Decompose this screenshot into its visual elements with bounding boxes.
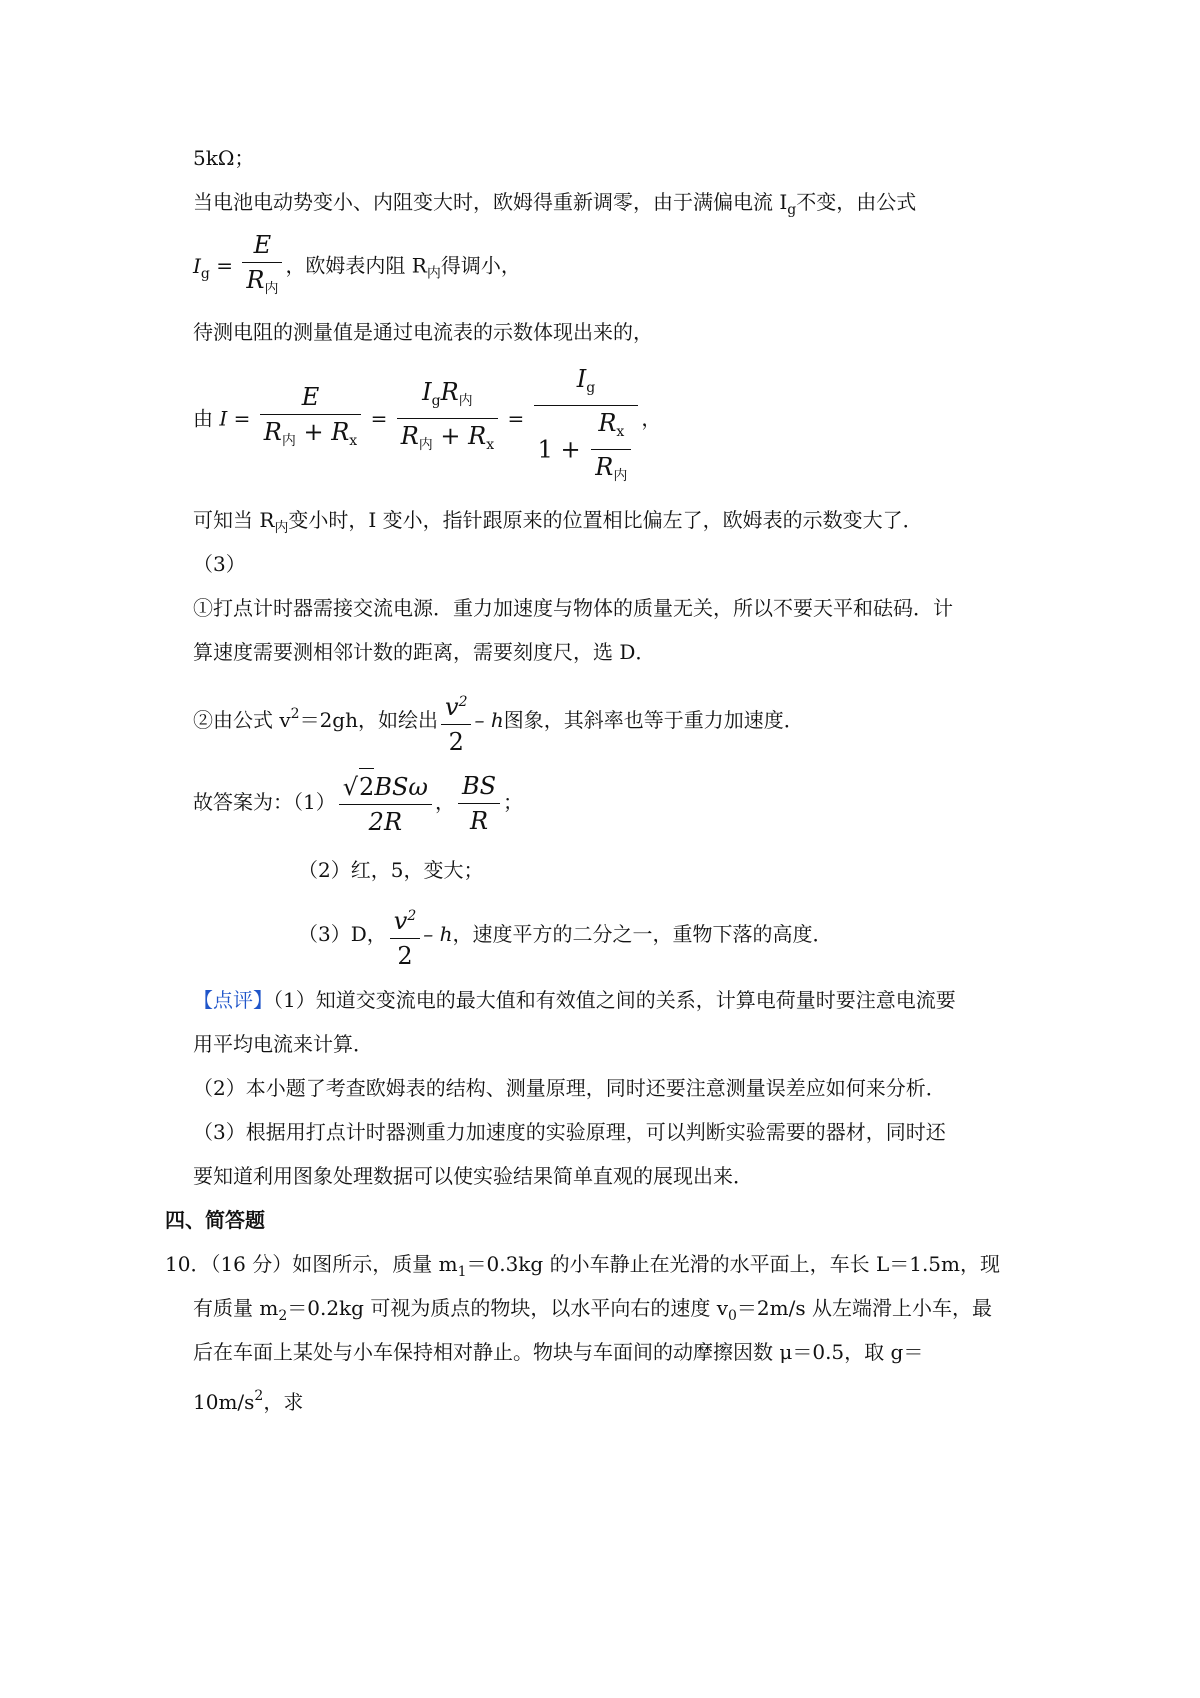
formula-line: $I_g$ = $\frac{E}{R_内}$ ，欧姆表内阻 $R_内$得调小， [193, 228, 521, 309]
text-line: （3）根据用打点计时器测重力加速度的实验原理，可以判断实验需要的器材，同时还 [193, 1120, 946, 1144]
question-line: $10m/s^2$，求 [193, 1388, 304, 1414]
fraction: $\frac{E}{R_内 + R_x}$ [260, 380, 361, 458]
fraction: $\frac{I_gR_内}{R_内 + R_x}$ [397, 375, 498, 462]
fraction: $\frac{v^2}{2}$ [390, 899, 420, 973]
question-line: 有质量 $m_2=0.2kg$ 可视为质点的物块，以水平向右的速度 $v_0=2m/s$ 从左端滑上小车，最 [193, 1296, 992, 1324]
section-heading: 四、简答题 [165, 1208, 265, 1232]
comment-tag: 【点评】 [193, 988, 273, 1012]
text-line: 用平均电流来计算． [193, 1032, 373, 1056]
text-line: 可知当 $R_内$变小时，I 变小，指针跟原来的位置相比偏左了，欧姆表的示数变大了． [193, 508, 923, 536]
fraction: $\frac{v^2}{2}$ [441, 685, 471, 759]
formula-ig: $I_g$ [193, 253, 210, 282]
text-line: （2）红，5，变大； [298, 858, 484, 882]
text-line: 算速度需要测相邻计数的距离，需要刻度尺，选 D． [193, 640, 656, 664]
formula-line: 由 I = $\frac{E}{R_内 + R_x}$ = $\frac{I_gR_内}{R_内 + R_x}$ = $I_g$ 1 + $\frac{R_x}{R_内}$ ， [193, 362, 661, 492]
text-line: 5kΩ； [193, 146, 255, 170]
text-line: 待测电阻的测量值是通过电流表的示数体现出来的， [193, 320, 653, 344]
fraction: $\frac{\text{√2BSω}}{2R}$ [339, 768, 432, 839]
formula-line: 故答案为：（1） $\frac{\text{√2BSω}}{2R}$ ， $\frac{BS}{R}$ ； [193, 764, 523, 840]
text-line: ①打点计时器需接交流电源．重力加速度与物体的质量无关，所以不要天平和砝码．计 [193, 596, 953, 620]
fraction: $\frac{BS}{R}$ [458, 769, 500, 838]
text-line: （2）本小题了考查欧姆表的结构、测量原理，同时还要注意测量误差应如何来分析． [193, 1076, 946, 1100]
question-line: 后在车面上某处与小车保持相对静止。物块与车面间的动摩擦因数 μ＝0.5，取 g＝ [193, 1340, 924, 1364]
formula-line: （3）D， $\frac{v^2}{2}$ – h，速度平方的二分之一，重物下落的高度． [298, 896, 833, 973]
formula-line: ②由公式 $v^2=2gh$，如绘出 $\frac{v^2}{2}$ – h图象，其斜率也等于重力加速度． [193, 676, 804, 759]
text-line: （3） [193, 552, 246, 576]
fraction: $\frac{E}{R_内}$ [242, 228, 282, 306]
text-line: 要知道利用图象处理数据可以使实验结果简单直观的展现出来． [193, 1164, 753, 1188]
text-line: 当电池电动势变小、内阻变大时，欧姆得重新调零，由于满偏电流 $I_g$不变，由公式 [193, 190, 917, 218]
fraction: $I_g$ 1 + $\frac{R_x}{R_内}$ [534, 362, 639, 493]
text-line: 【点评】（1）知道交变流电的最大值和有效值之间的关系，计算电荷量时要注意电流要 [193, 988, 956, 1012]
question-line: 10．（16 分）如图所示，质量 $m_1=0.3kg$ 的小车静止在光滑的水平面上，车长 L＝1.5m，现 [165, 1252, 1000, 1280]
fraction: $\frac{R_x}{R_内}$ [591, 406, 631, 493]
